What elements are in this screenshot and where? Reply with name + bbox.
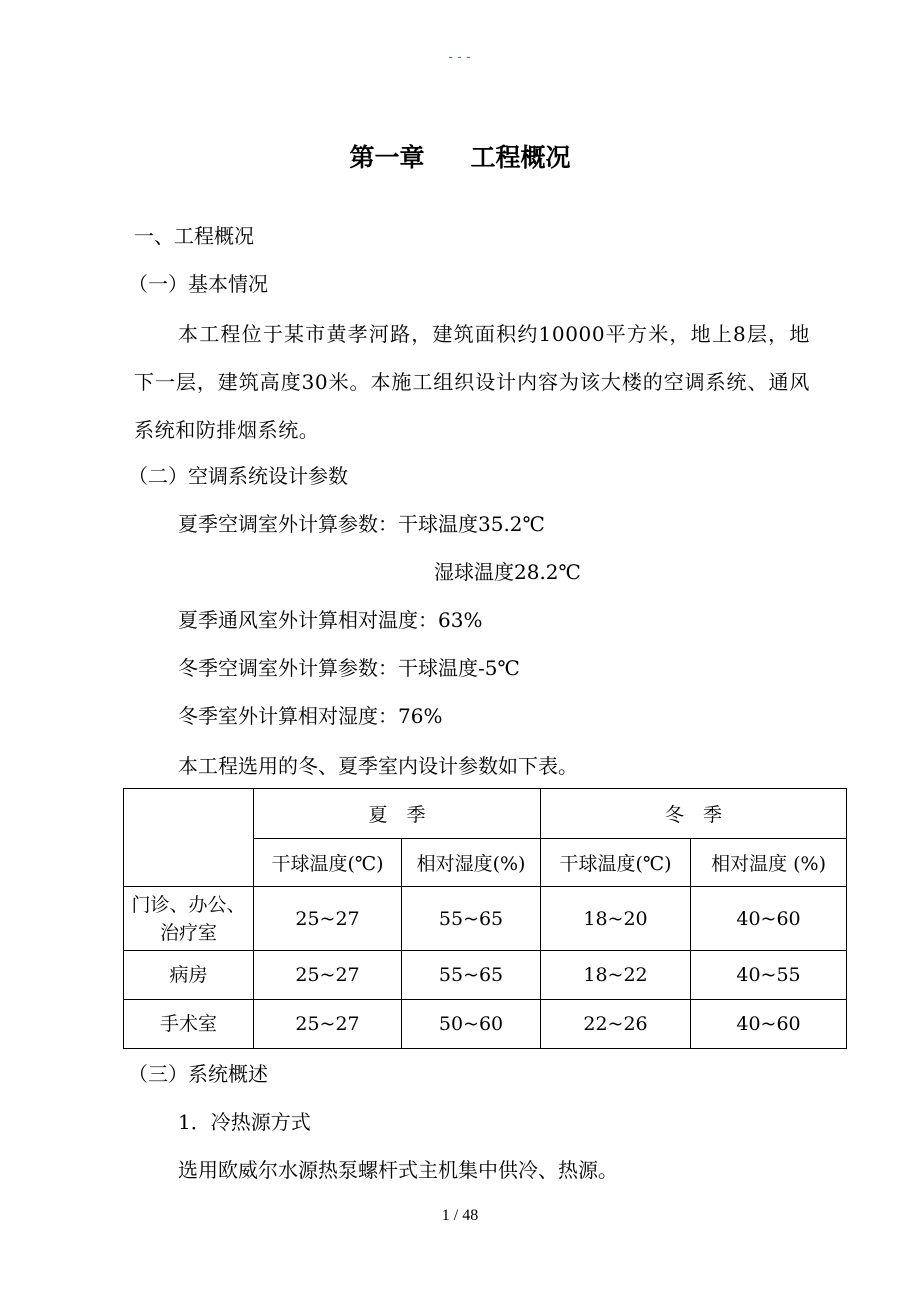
section-heading-1: 一、工程概况 <box>134 224 254 248</box>
table-cell: 40~60 <box>691 887 847 951</box>
column-header: 干球温度(℃) <box>541 839 691 887</box>
table-intro: 本工程选用的冬、夏季室内设计参数如下表。 <box>178 754 578 778</box>
table-cell: 50~60 <box>402 1000 541 1049</box>
table-cell: 40~55 <box>691 951 847 1000</box>
row-label: 手术室 <box>124 1000 254 1049</box>
table-cell: 25~27 <box>254 887 402 951</box>
table-cell: 18~20 <box>541 887 691 951</box>
winter-ac-param: 冬季空调室外计算参数：干球温度-5℃ <box>178 656 520 680</box>
subsection-ac-params: （二）空调系统设计参数 <box>128 464 348 488</box>
basic-info-paragraph: 本工程位于某市黄孝河路，建筑面积约10000平方米，地上8层，地下一层，建筑高度30米。本施工组织设计内容为该大楼的空调系统、通风系统和防排烟系统。 <box>134 322 810 442</box>
page-number: 1 / 48 <box>441 1207 479 1224</box>
subsection-system-overview: （三）系统概述 <box>128 1062 268 1086</box>
table-row <box>124 887 847 951</box>
chapter-number: 第一章 <box>349 143 425 172</box>
table-row <box>124 1000 847 1049</box>
indoor-design-params-table <box>123 788 847 1049</box>
item-heating-cooling-source: 1．冷热源方式 <box>178 1110 311 1134</box>
table-cell: 55~65 <box>402 887 541 951</box>
row-label: 门诊、办公、治疗室 <box>124 887 254 951</box>
column-header: 干球温度(℃) <box>254 839 402 887</box>
subsection-basic-info: （一）基本情况 <box>128 272 268 296</box>
table-cell: 25~27 <box>254 951 402 1000</box>
winter-rh-param: 冬季室外计算相对湿度：76% <box>178 704 443 728</box>
table-cell: 55~65 <box>402 951 541 1000</box>
chapter-title <box>0 140 920 176</box>
table-cell: 25~27 <box>254 1000 402 1049</box>
chapter-name: 工程概况 <box>470 143 571 172</box>
heating-cooling-source-text: 选用欧威尔水源热泵螺杆式主机集中供冷、热源。 <box>178 1158 618 1182</box>
table-cell: 40~60 <box>691 1000 847 1049</box>
summer-wet-bulb: 湿球温度28.2℃ <box>434 560 581 584</box>
summer-header: 夏 季 <box>254 789 541 839</box>
winter-header: 冬 季 <box>541 789 847 839</box>
column-header: 相对湿度(%) <box>402 839 541 887</box>
row-label: 病房 <box>124 951 254 1000</box>
table-cell: 22~26 <box>541 1000 691 1049</box>
table-row <box>124 951 847 1000</box>
summer-vent-param: 夏季通风室外计算相对温度：63% <box>178 608 483 632</box>
column-header: 相对温度 (%) <box>691 839 847 887</box>
summer-ac-param: 夏季空调室外计算参数：干球温度35.2℃ <box>178 512 545 536</box>
table-corner-cell <box>124 789 254 887</box>
header-mark: --- <box>446 50 474 65</box>
table-cell: 18~22 <box>541 951 691 1000</box>
